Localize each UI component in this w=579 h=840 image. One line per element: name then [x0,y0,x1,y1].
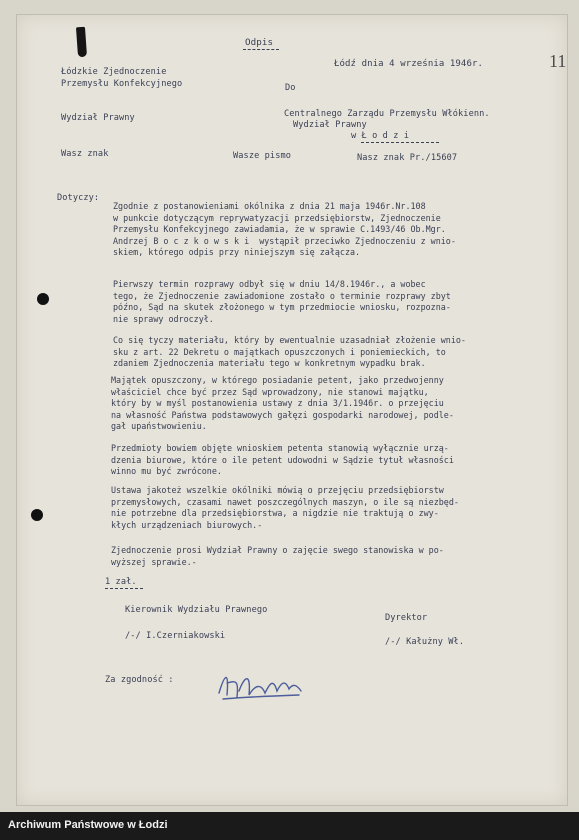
enclosure-note: 1 zał. [105,577,137,587]
department-label: Wydział Prawny [61,113,135,123]
paragraph-6: Ustawa jakoteż wszelkie okólniki mówią o przejęciu przedsiębiorstw przemysłowych, czasami nawet poszczególnych maszyn, o ile są niezbęd- nie potrzebne dla przedsiębiorstwa, a nigdzie nie traktują o zwy- kłych urządzeniach biurowych.- [111,485,459,530]
recipient-line1: Centralnego Zarządu Przemysłu Włókienn. [284,109,490,119]
subject-label: Dotyczy: [57,193,100,203]
paragraph-3: Co się tyczy materiału, który by ewentualnie uzasadniał złożenie wnio- sku z art. 22 Dekretu o majątkach opuszczonych i poniemieckich, to zdaniem Zjednoczenia materiału tego w konkretnym wypadku brak. [113,335,466,369]
paragraph-2: Pierwszy termin rozprawy odbył się w dniu 14/8.1946r., a wobec tego, że Zjednoczenie zawiadomione zostało o terminie rozprawy zbyt późno, Sąd na skutek złożonego w tym przedmiocie wniosku, rozpozna- nie sprawy odroczył. [113,279,451,324]
sender-org-line1: Łódzkie Zjednoczenie [61,67,167,77]
paragraph-4: Majątek opuszczony, w którego posiadanie petent, jako przedwojenny właściciel chce być przez Sąd wprowadzony, nie stanowi majątku, który by w myśl postanowienia ustawy z dnia 3/1.1946r. o przejęciu na własność Państwa podstawowych gałęzi gospodarki narodowej, podle- gał upaństwowieniu. [111,375,454,432]
place-date: Łódź dnia 4 września 1946r. [334,59,483,69]
paragraph-5: Przedmioty bowiem objęte wnioskiem petenta stanowią wyłącznie urzą- dzenia biurowe, które o ile petent udowodni w Sądzie tytuł własności winno mu być zwrócone. [111,443,454,477]
conformity-label: Za zgodność : [105,675,174,685]
your-ref-label: Wasz znak [61,149,109,159]
to-label: Do [285,83,296,93]
paragraph-1: Zgodnie z postanowieniami okólnika z dnia 21 maja 1946r.Nr.108 w punkcie dotyczącym reprywatyzacji przedsiębiorstw, Zjednoczenie Przemysłu Konfekcyjnego zawiadamia, że w sprawie C.1493/46 Ob.Mgr. Andrzej B o c z k o w s k i wystąpił przeciwko Zjednoczeniu z wnio- skiem, którego odpis przy niniejszym się załącza. [113,201,456,258]
punch-hole-bottom [31,509,43,521]
page-number-handwritten: 11 [549,51,567,71]
your-letter-label: Wasze pismo [233,151,292,161]
recipient-line3: w Ł o d z i [351,131,410,141]
sender-org-line2: Przemysłu Konfekcyjnego [61,79,183,89]
signatory-left-name: /-/ I.Czerniakowski [125,631,226,641]
signatory-right-name: /-/ Kałużny Wł. [385,637,465,647]
our-ref-label: Nasz znak Pr./15607 [357,153,458,163]
torn-corner-mark [76,27,87,58]
copy-underline [243,49,279,50]
enclosure-underline [105,588,143,589]
document-page [16,14,568,806]
recipient-line2: Wydział Prawny [293,120,367,130]
handwritten-signature [215,665,305,705]
copy-mark: Odpis [245,37,274,48]
signatory-right-title: Dyrektor [385,613,428,623]
punch-hole-top [37,293,49,305]
archive-footer [0,812,579,840]
archive-label: Archiwum Państwowe w Łodzi [8,819,168,831]
paragraph-7: Zjednoczenie prosi Wydział Prawny o zajęcie swego stanowiska w po- wyższej sprawie.- [111,545,444,567]
recipient-underline [361,142,439,143]
signatory-left-title: Kierownik Wydziału Prawnego [125,605,268,615]
